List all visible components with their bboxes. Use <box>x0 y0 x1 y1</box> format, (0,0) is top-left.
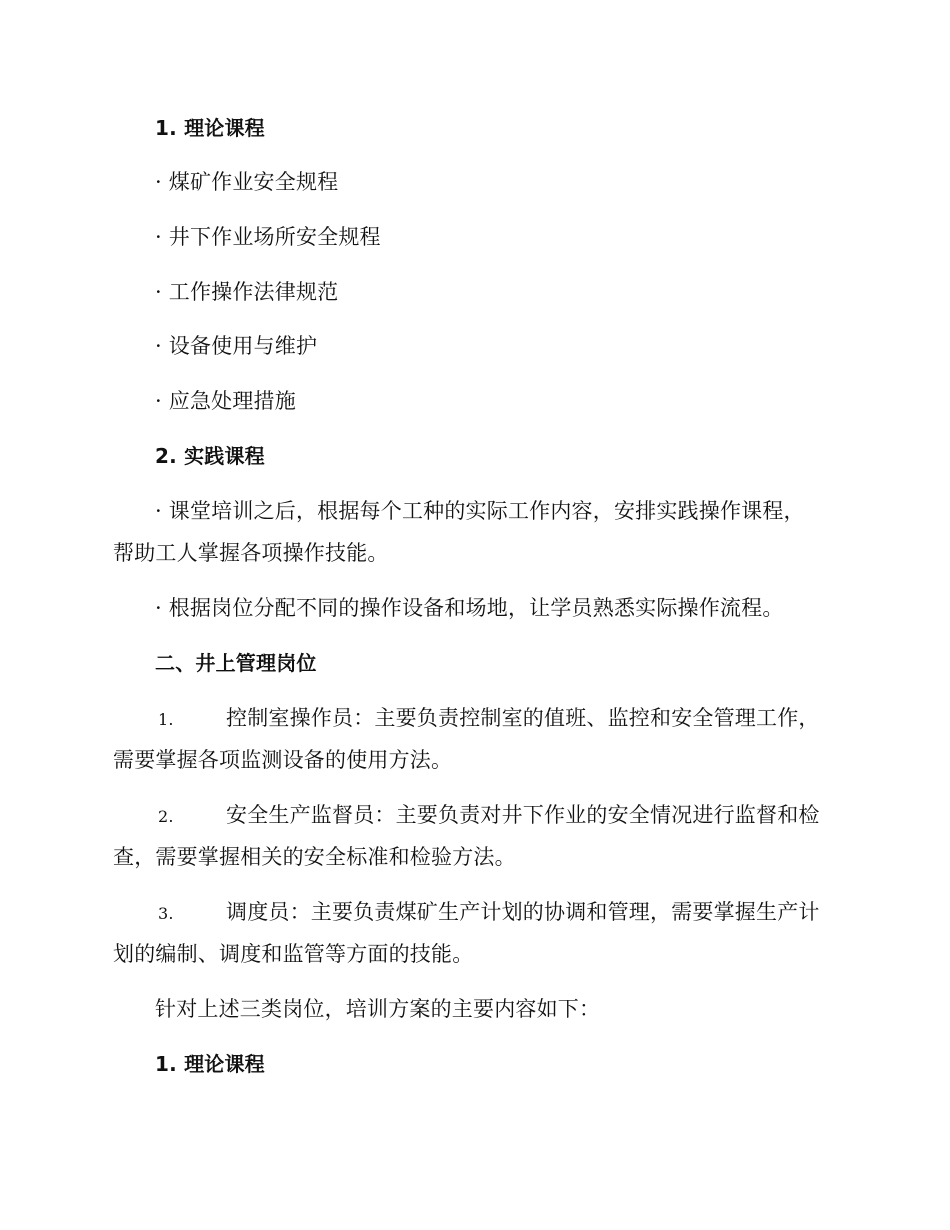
position-item <box>158 704 820 734</box>
paragraph-line: 划的编制、调度和监管等方面的技能。 <box>113 942 474 966</box>
position-item <box>158 801 820 831</box>
position-text: 安全生产监督员：主要负责对井下作业的安全情况进行监督和检 <box>226 803 820 827</box>
bullet-item: · 煤矿作业安全规程 <box>155 170 339 194</box>
section-heading-theory-repeat: 1. 理论课程 <box>155 1052 265 1076</box>
item-number: 3. <box>158 904 174 923</box>
item-number: 2. <box>158 807 174 826</box>
bullet-item: · 设备使用与维护 <box>155 334 318 358</box>
position-text: 调度员：主要负责煤矿生产计划的协调和管理，需要掌握生产计 <box>226 900 820 924</box>
bullet-item: · 应急处理措施 <box>155 389 296 413</box>
bullet-item: · 井下作业场所安全规程 <box>155 225 381 249</box>
paragraph-line: 查，需要掌握相关的安全标准和检验方法。 <box>113 845 516 869</box>
paragraph-line: · 根据岗位分配不同的操作设备和场地，让学员熟悉实际操作流程。 <box>155 596 784 620</box>
paragraph-line: · 课堂培训之后，根据每个工种的实际工作内容，安排实践操作课程， <box>155 499 805 523</box>
paragraph-line: 帮助工人掌握各项操作技能。 <box>113 541 389 565</box>
section-heading-theory: 1. 理论课程 <box>155 116 265 140</box>
position-text: 控制室操作员：主要负责控制室的值班、监控和安全管理工作， <box>226 706 820 730</box>
paragraph-line: 需要掌握各项监测设备的使用方法。 <box>113 748 453 772</box>
position-item <box>158 898 820 928</box>
summary-line: 针对上述三类岗位，培训方案的主要内容如下： <box>155 997 601 1021</box>
section-title-management: 二、井上管理岗位 <box>155 651 317 675</box>
bullet-item: · 工作操作法律规范 <box>155 280 339 304</box>
section-heading-practice: 2. 实践课程 <box>155 444 265 468</box>
item-number: 1. <box>158 710 174 729</box>
